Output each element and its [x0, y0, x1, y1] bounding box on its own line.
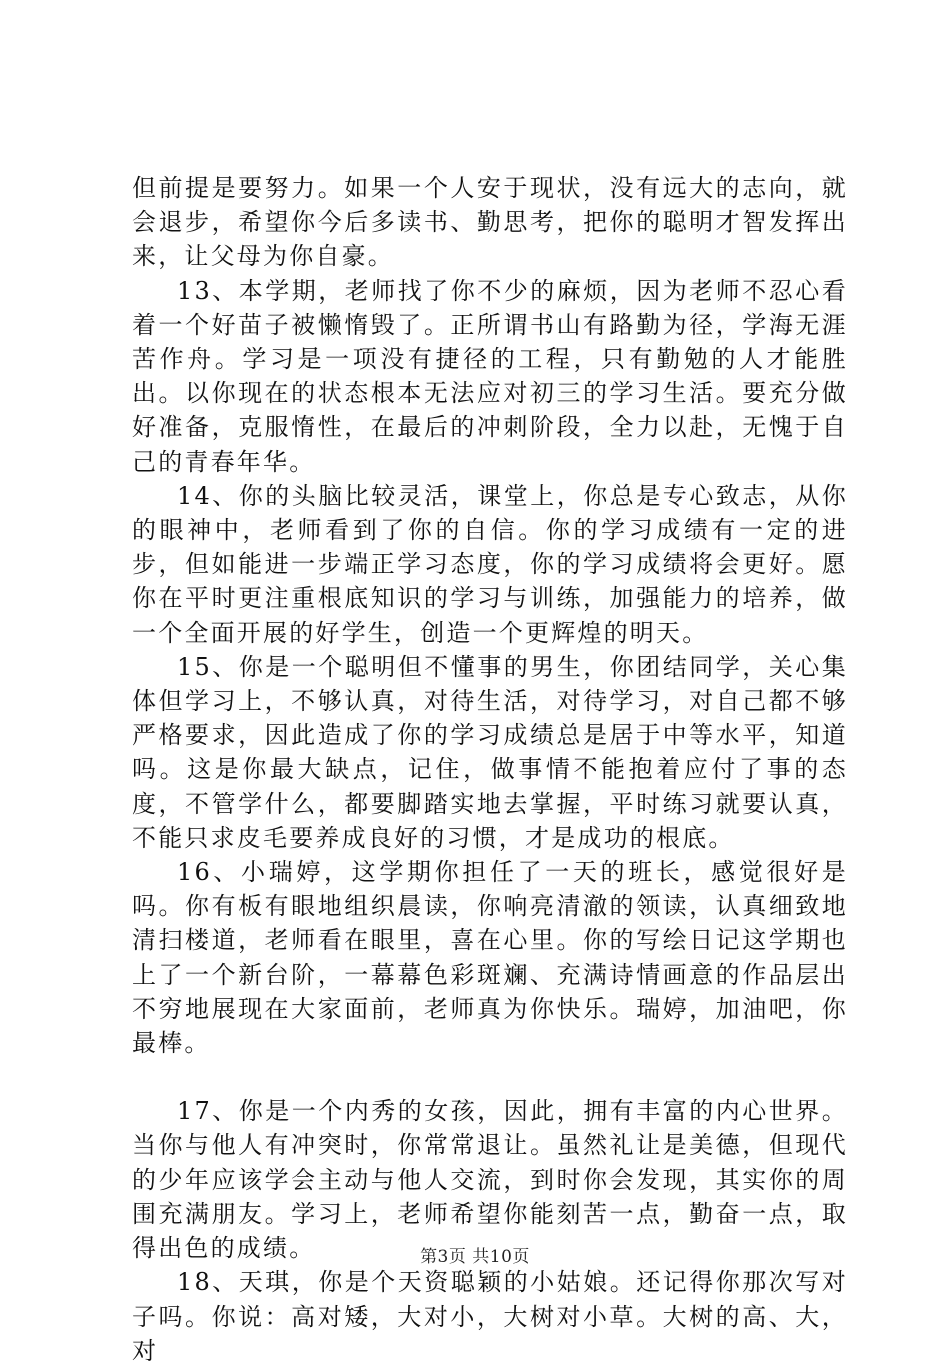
paragraph-item-17: 17、你是一个内秀的女孩，因此，拥有丰富的内心世界。当你与他人有冲突时，你常常退让。虽然礼让是美德，但现代的少年应该学会主动与他人交流，到时你会发现，其实你的周围充满朋友。学习上，老师希望你能刻苦一点，勤奋一点，取得出色的成绩。 — [132, 1097, 848, 1263]
page-footer: 第3页 共10页 — [420, 1247, 530, 1267]
paragraph-gap — [132, 1060, 848, 1094]
paragraph-item-13: 13、本学期，老师找了你不少的麻烦，因为老师不忍心看着一个好苗子被懒惰毁了。正所谓书山有路勤为径，学海无涯苦作舟。学习是一项没有捷径的工程，只有勤勉的人才能胜出。以你现在的状态根本无法应对初三的学习生活。要充分做好准备，克服惰性，在最后的冲刺阶段，全力以赴，无愧于自己的青春年华。 — [132, 276, 848, 476]
paragraph-item-16: 16、小瑞婷，这学期你担任了一天的班长，感觉很好是吗。你有板有眼地组织晨读，你响亮清澈的领读，认真细致地清扫楼道，老师看在眼里，喜在心里。你的写绘日记这学期也上了一个新台阶，一幕幕色彩斑斓、充满诗情画意的作品层出不穷地展现在大家面前，老师真为你快乐。瑞婷，加油吧，你最棒。 — [132, 858, 848, 1058]
paragraph-item-14: 14、你的头脑比较灵活，课堂上，你总是专心致志，从你的眼神中，老师看到了你的自信。你的学习成绩有一定的进步，但如能进一步端正学习态度，你的学习成绩将会更好。愿你在平时更注重根底知识的学习与训练，加强能力的培养，做一个全面开展的好学生，创造一个更辉煌的明天。 — [132, 481, 848, 647]
paragraph-continuation: 但前提是要努力。如果一个人安于现状，没有远大的志向，就会退步，希望你今后多读书、勤思考，把你的聪明才智发挥出来，让父母为你自豪。 — [132, 174, 848, 271]
paragraph-item-15: 15、你是一个聪明但不懂事的男生，你团结同学，关心集体但学习上，不够认真，对待生活，对待学习，对自己都不够严格要求，因此造成了你的学习成绩总是居于中等水平，知道吗。这是你最大缺点，记住，做事情不能抱着应付了事的态度，不管学什么，都要脚踏实地去掌握，平时练习就要认真，不能只求皮毛要养成良好的习惯，才是成功的根底。 — [132, 652, 848, 852]
document-body — [132, 171, 848, 1368]
paragraph-item-18: 18、天琪，你是个天资聪颖的小姑娘。还记得你那次写对子吗。你说：高对矮，大对小，大树对小草。大树的高、大，对 — [132, 1268, 848, 1365]
